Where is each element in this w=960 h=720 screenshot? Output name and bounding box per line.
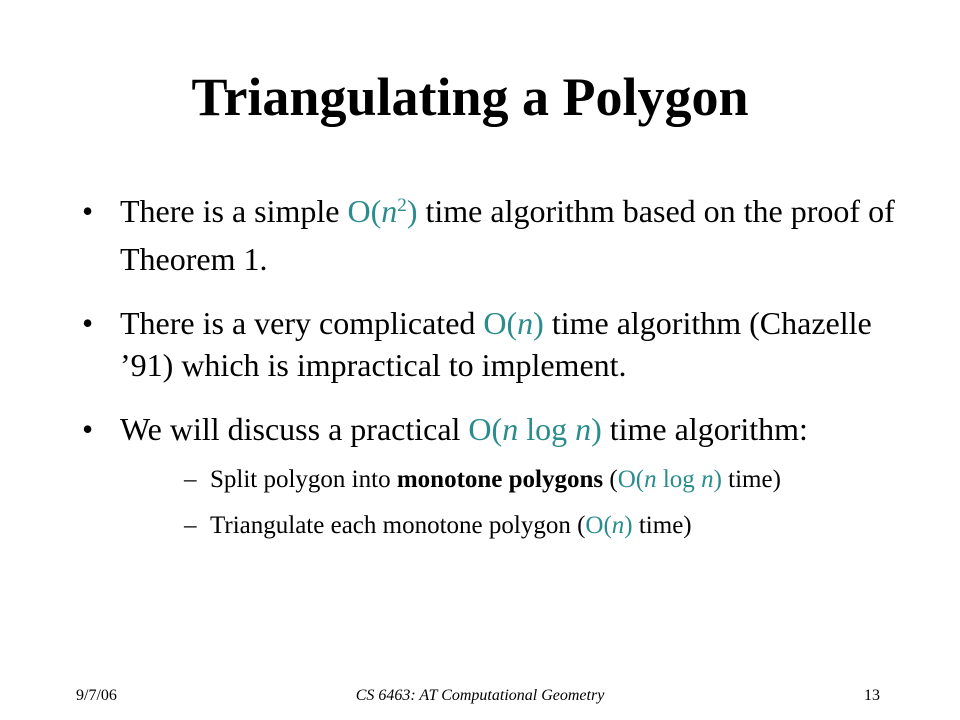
- big-o-open: O(: [585, 512, 612, 539]
- bullet-text: time algorithm:: [601, 411, 808, 447]
- big-o-open: O(: [483, 305, 518, 341]
- bullet-dot-icon: •: [82, 193, 94, 229]
- bullet-dot-icon: •: [82, 411, 94, 447]
- big-o-open: O(: [347, 193, 382, 229]
- bullet-text: We will discuss a practical: [120, 411, 469, 447]
- log-text: log: [518, 411, 576, 447]
- complexity-expression: [618, 466, 722, 493]
- complexity-expression: [585, 512, 632, 539]
- bullet-text: time algorithm based on the proof of Theorem 1.: [120, 193, 895, 277]
- sub-bullet-text: time): [721, 466, 781, 493]
- big-o-close: ): [533, 305, 544, 341]
- sub-bullet-text: (: [603, 466, 618, 493]
- bullet-text: time algorithm (Chazelle ’91) which is impractical to implement.: [120, 305, 872, 383]
- footer-page-number: 13: [864, 687, 880, 704]
- variable-n: n: [381, 193, 398, 229]
- footer-course: CS 6463: AT Computational Geometry: [355, 687, 605, 704]
- footer-date: 9/7/06: [76, 687, 117, 704]
- bullet-dot-icon: •: [82, 305, 94, 341]
- bullet-item: [72, 302, 912, 386]
- sub-bullet-item: [120, 464, 912, 496]
- variable-n: n: [701, 466, 714, 493]
- sub-bullet-item: [120, 510, 912, 542]
- variable-n: n: [644, 466, 657, 493]
- bullet-text: There is a simple: [120, 193, 348, 229]
- exponent: 2: [397, 195, 407, 217]
- variable-n: n: [575, 411, 592, 447]
- bullet-text: There is a very complicated: [120, 305, 484, 341]
- dash-icon: –: [184, 512, 197, 539]
- dash-icon: –: [184, 466, 197, 493]
- bullet-list: [72, 190, 912, 564]
- variable-n: n: [502, 411, 519, 447]
- big-o-close: ): [713, 466, 722, 493]
- sub-bullet-text: Triangulate each monotone polygon (: [210, 512, 586, 539]
- complexity-expression: [483, 305, 543, 341]
- slide-title: Triangulating a Polygon: [191, 67, 749, 127]
- complexity-expression: [347, 193, 417, 229]
- big-o-open: O(: [468, 411, 503, 447]
- sub-bullet-text: Split polygon into: [210, 466, 397, 493]
- complexity-expression: [468, 411, 601, 447]
- variable-n: n: [611, 512, 625, 539]
- big-o-close: ): [591, 411, 602, 447]
- bold-term: monotone polygons: [396, 466, 604, 493]
- variable-n: n: [517, 305, 534, 341]
- big-o-close: ): [624, 512, 633, 539]
- bullet-item: [72, 190, 912, 280]
- big-o-close: ): [406, 193, 418, 229]
- log-text: log: [656, 466, 702, 493]
- big-o-open: O(: [617, 466, 645, 493]
- bullet-item: [72, 408, 912, 542]
- sub-bullet-text: time): [632, 512, 692, 539]
